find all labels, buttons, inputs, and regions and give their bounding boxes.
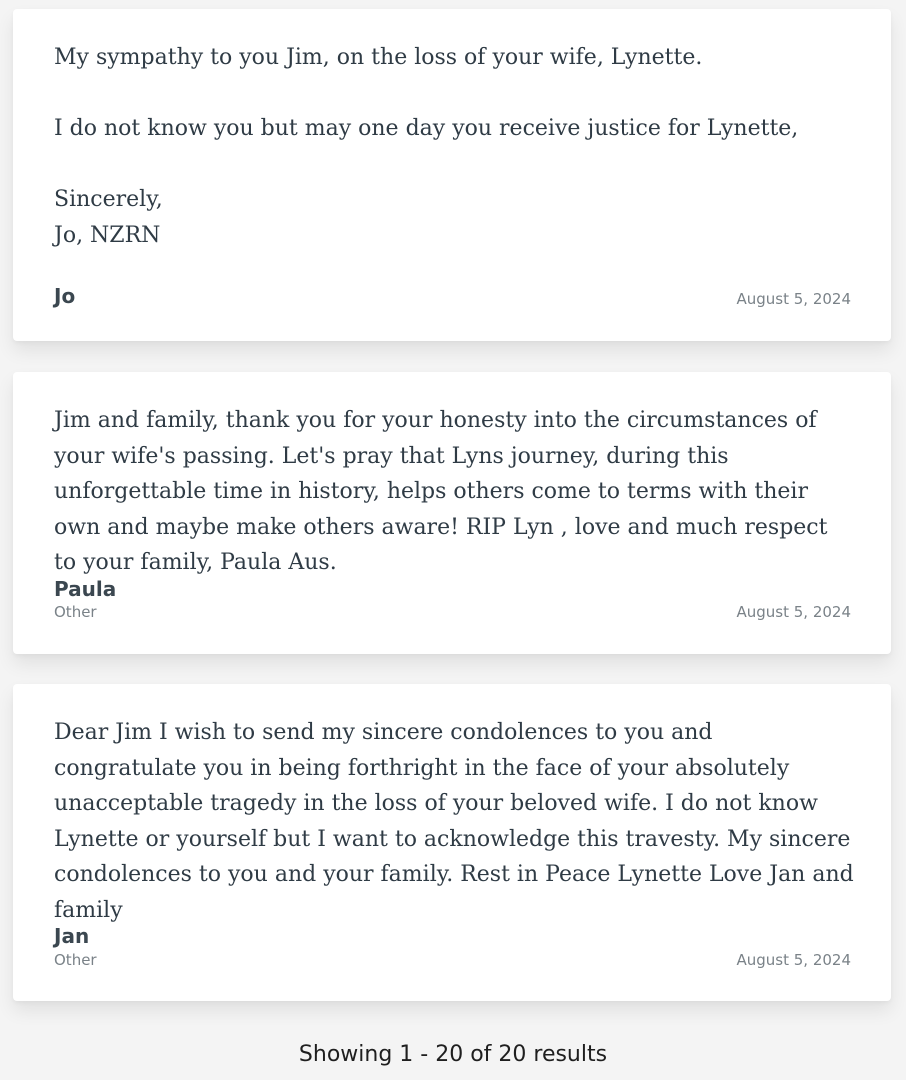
comment-author: Jan	[54, 924, 90, 948]
comment-card	[13, 9, 891, 341]
comment-date: August 5, 2024	[736, 290, 851, 308]
comment-paragraph: Sincerely, Jo, NZRN	[54, 187, 163, 248]
comment-card	[13, 372, 891, 654]
comment-author: Jo	[54, 284, 76, 308]
results-count: Showing 1 - 20 of 20 results	[298, 1042, 608, 1067]
comment-message	[54, 40, 854, 253]
comment-relation: Other	[54, 603, 97, 621]
comment-paragraph: I do not know you but may one day you receive justice for Lynette,	[54, 116, 799, 141]
comment-message	[54, 715, 854, 928]
comment-date: August 5, 2024	[736, 951, 851, 969]
comment-message	[54, 403, 854, 581]
comment-author: Paula	[54, 577, 117, 601]
comment-relation: Other	[54, 951, 97, 969]
comment-paragraph: Jim and family, thank you for your honesty into the circumstances of your wife's passing. Let's pray that Lyns journey, during this unforgettable time in history, helps others come to terms with their own and maybe make others aware! RIP Lyn , love and much respect to your family, Paula Aus.	[54, 408, 828, 575]
comment-paragraph: My sympathy to you Jim, on the loss of your wife, Lynette.	[54, 45, 703, 70]
comment-card	[13, 684, 891, 1001]
comment-paragraph: Dear Jim I wish to send my sincere condolences to you and congratulate you in being forthright in the face of your absolutely unacceptable tragedy in the loss of your beloved wife. I do not know Lynette or yourself but I want to acknowledge this travesty. My sincere condolences to you and your family. Rest in Peace Lynette Love Jan and family	[54, 720, 854, 923]
comment-date: August 5, 2024	[736, 603, 851, 621]
